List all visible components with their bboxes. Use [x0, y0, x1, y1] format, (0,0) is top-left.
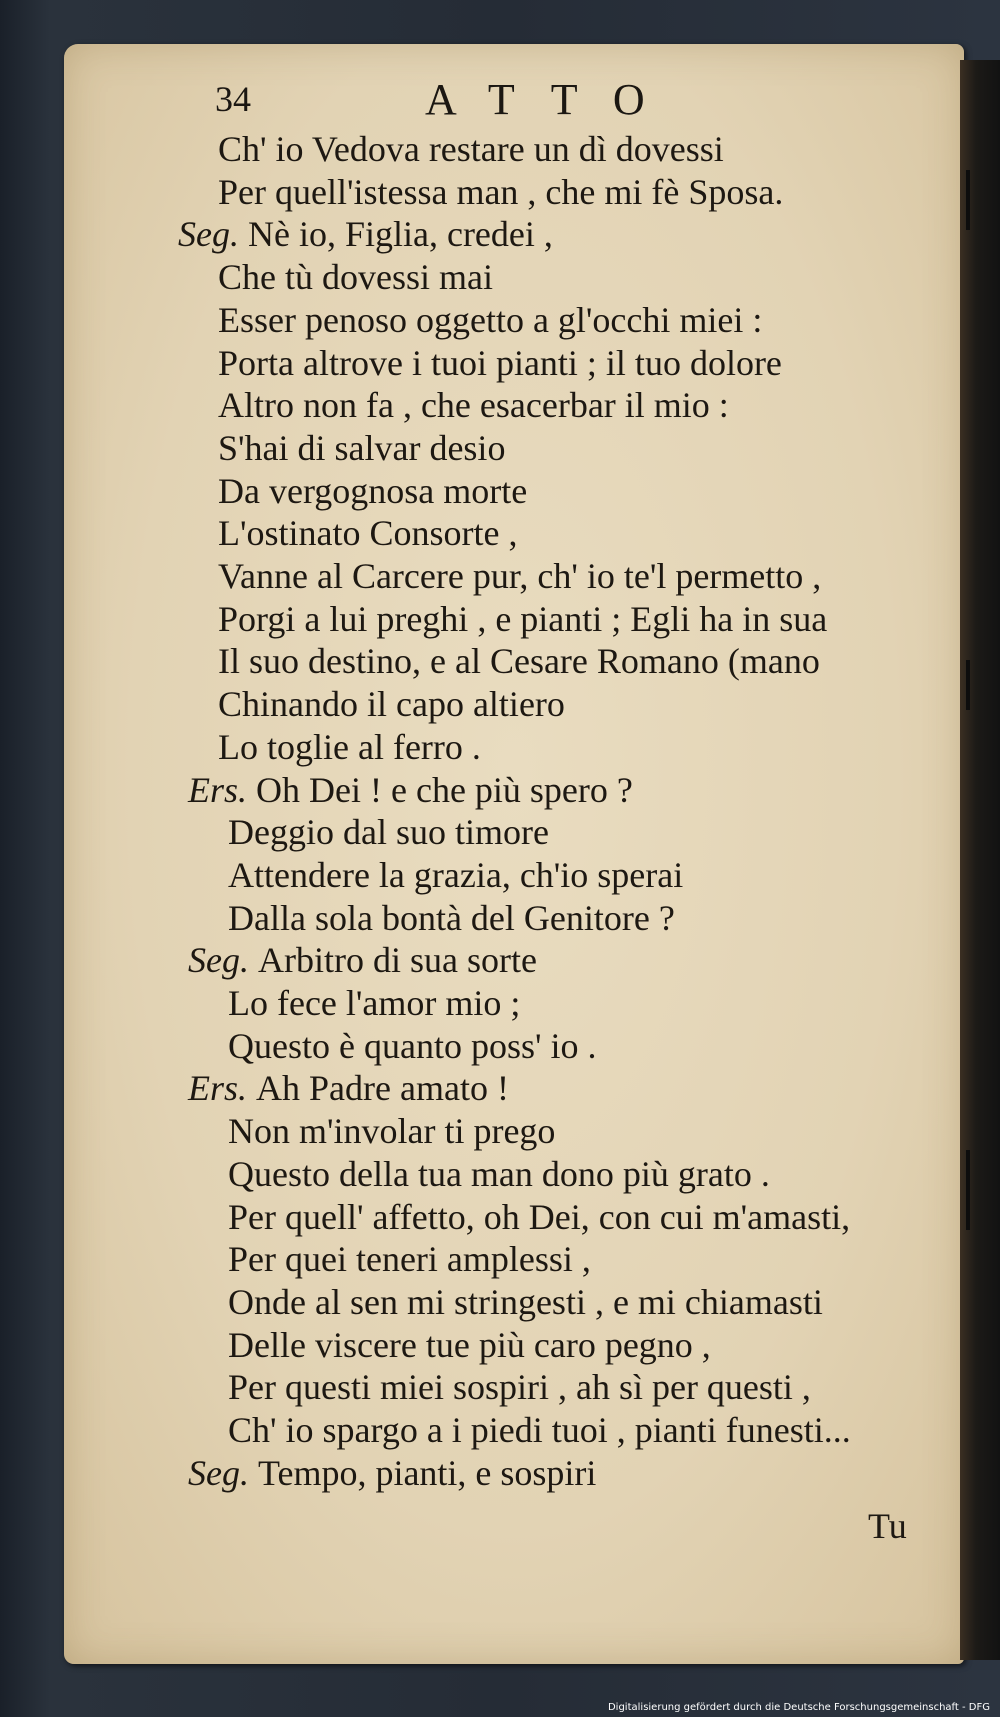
verse-line	[228, 1110, 555, 1152]
line-text: Lo fece l'amor mio ;	[228, 983, 521, 1023]
verse-line	[228, 854, 683, 896]
verse-line	[218, 427, 505, 469]
line-text: Tempo, pianti, e sospiri	[257, 1452, 597, 1493]
line-text: Onde al sen mi stringesti , e mi chiamasti	[228, 1281, 823, 1322]
line-text: Che tù dovessi mai	[218, 257, 493, 298]
line-text: Ch' io spargo a i piedi tuoi , pianti funesti...	[228, 1410, 851, 1450]
verse-line	[228, 1324, 711, 1366]
verse-line	[228, 1025, 596, 1067]
line-text: Oh Dei ! e che più spero ?	[256, 769, 633, 810]
verse-line	[228, 982, 520, 1024]
line-text: Non m'involar ti prego	[228, 1111, 556, 1152]
line-text: Per quell'istessa man , che mi fè Sposa.	[218, 171, 784, 212]
line-text: Chinando il capo altiero	[218, 684, 565, 725]
line-text: Il suo destino, e al Cesare Romano (mano	[218, 641, 820, 682]
verse-line	[218, 555, 821, 597]
verse-line	[228, 1409, 851, 1451]
line-text: Porgi a lui preghi , e pianti ; Egli ha in sua	[218, 598, 828, 639]
line-text: Dalla sola bontà del Genitore ?	[228, 897, 675, 938]
verse-line	[228, 1238, 591, 1280]
line-text: Delle viscere tue più caro pegno ,	[228, 1324, 711, 1365]
line-text: Deggio dal suo timore	[228, 812, 549, 853]
catchword: Tu	[868, 1506, 907, 1546]
book-gutter	[960, 60, 1000, 1660]
page-edge-mark	[966, 1150, 970, 1230]
verse-line	[228, 1153, 770, 1195]
page-number: 34	[215, 79, 251, 119]
verse-line	[218, 726, 481, 768]
line-text: Per questi miei sospiri , ah sì per questi ,	[228, 1367, 811, 1408]
line-text: L'ostinato Consorte ,	[218, 513, 518, 554]
verse-line	[178, 213, 553, 255]
line-text: Questo della tua man dono più grato .	[228, 1153, 770, 1194]
verse-line	[188, 769, 633, 811]
speaker-label: Ers.	[188, 769, 257, 810]
line-text: Da vergognosa morte	[218, 470, 528, 511]
verse-line	[188, 1452, 596, 1494]
verse-line	[218, 171, 783, 213]
verse-line	[218, 299, 762, 341]
line-text: Porta altrove i tuoi pianti ; il tuo dolore	[218, 342, 782, 383]
verse-line	[228, 1366, 811, 1408]
speaker-label: Ers.	[188, 1068, 257, 1109]
line-text: Esser penoso oggetto a gl'occhi miei :	[218, 299, 763, 340]
verse-line	[228, 1281, 823, 1323]
speaker-label: Seg.	[188, 940, 258, 981]
verse-line	[218, 470, 527, 512]
verse-line	[188, 939, 537, 981]
line-text: Ch' io Vedova restare un dì dovessi	[218, 129, 724, 169]
speaker-label: Seg.	[178, 214, 248, 255]
verse-line	[228, 1196, 850, 1238]
running-head: ATTO	[425, 75, 681, 124]
verse-line	[218, 512, 517, 554]
line-text: Nè io, Figlia, credei ,	[247, 214, 553, 255]
line-text: Attendere la grazia, ch'io sperai	[228, 854, 684, 895]
verse-line	[218, 598, 827, 640]
page-edge-mark	[966, 660, 970, 710]
speaker-label: Seg.	[188, 1452, 258, 1493]
verse-line	[218, 342, 782, 384]
line-text: S'hai di salvar desio	[218, 427, 506, 468]
line-text: Per quell' affetto, oh Dei, con cui m'amasti,	[228, 1196, 851, 1237]
line-text: Ah Padre amato !	[256, 1068, 509, 1109]
verse-line	[218, 384, 729, 426]
line-text: Arbitro di sua sorte	[257, 940, 537, 981]
verse-line	[218, 256, 493, 298]
verse-line	[218, 683, 565, 725]
line-text: Questo è quanto poss' io .	[228, 1025, 597, 1066]
verse-line	[218, 640, 820, 682]
line-text: Vanne al Carcere pur, ch' io te'l permetto ,	[218, 556, 822, 596]
page-edge-mark	[966, 170, 970, 230]
verse-line	[218, 128, 724, 170]
line-text: Altro non fa , che esacerbar il mio :	[218, 385, 729, 426]
verse-line	[188, 1067, 509, 1109]
verse-line	[228, 897, 675, 939]
digitization-credit: Digitalisierung gefördert durch die Deutsche Forschungsgemeinschaft - DFG	[607, 1702, 990, 1713]
line-text: Lo toglie al ferro .	[218, 726, 481, 767]
verse-line	[228, 811, 549, 853]
line-text: Per quei teneri amplessi ,	[228, 1239, 591, 1280]
